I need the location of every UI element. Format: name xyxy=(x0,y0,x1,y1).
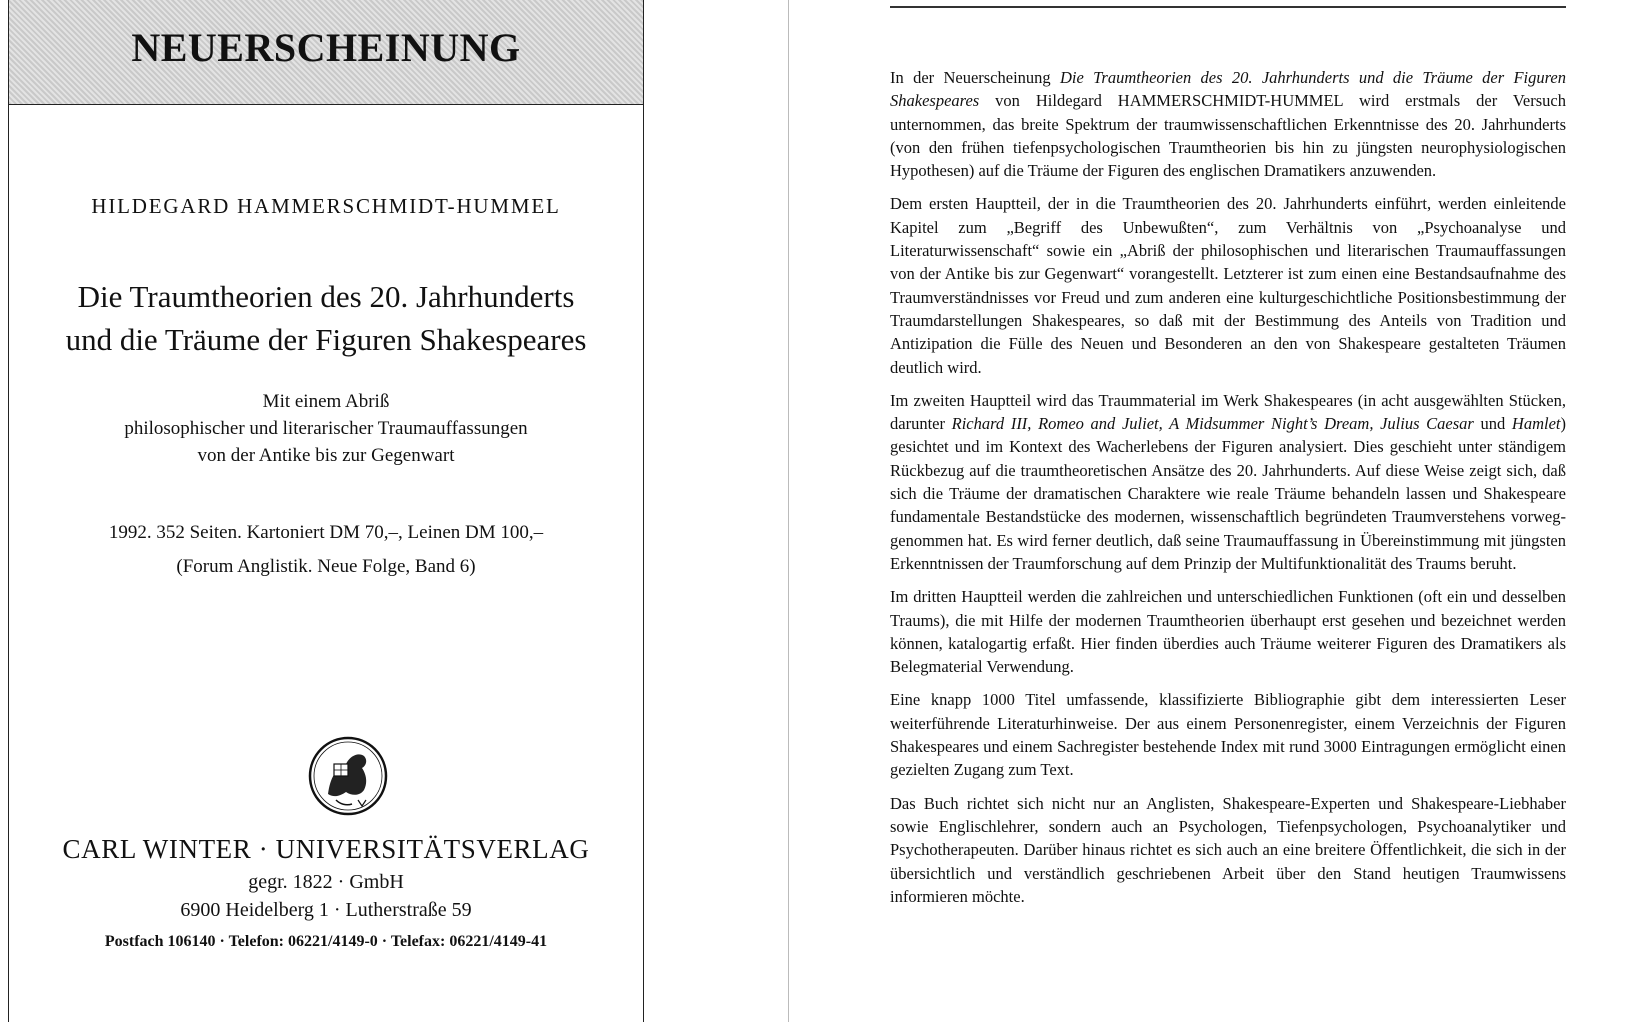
pricing-block xyxy=(9,516,643,584)
header-banner xyxy=(9,0,643,105)
description-paragraph xyxy=(890,192,1566,378)
italic-title-run: Hamlet xyxy=(1511,414,1561,434)
author-name: HILDEGARD HAMMERSCHMIDT-HUMMEL xyxy=(91,194,561,218)
banner-title: NEUERSCHEINUNG xyxy=(131,25,521,70)
text-run: Eine knapp 1000 Titel umfassende, klassifizierte Bibliographie gibt dem interessierten Leser weiterführende Literaturhinweise. Der aus einem Personenregister, einem Verzeichnis der Figuren Shakespeares und einem Sachregister bestehende Index mit rund 3000 Eintragungen ermöglicht einen gezielten Zugang zum Text. xyxy=(890,690,1566,780)
series-info: (Forum Anglistik. Neue Folge, Band 6) xyxy=(176,556,476,577)
publisher-address: 6900 Heidelberg 1 · Lutherstraße 59 xyxy=(180,899,472,921)
text-run: und xyxy=(1473,414,1512,434)
page-gutter xyxy=(788,0,789,1022)
book-subtitle xyxy=(9,388,643,469)
description-paragraph xyxy=(890,66,1566,182)
description-paragraph xyxy=(890,688,1566,781)
text-run: Im dritten Hauptteil werden die zahlreichen und unterschiedlichen Funktionen (oft ein und desselben Traums), die mit Hilfe der modernen Traumtheorien überhaupt erst gesehen und bezeichnet werden können, katalogartig erfaßt. Hier finden überdies auch Träume weiterer Figuren des Dramatikers als Belegmaterial Verwendung. xyxy=(890,587,1566,677)
italic-title-run: Die Traumtheorien des 20. Jahrhunderts und die Träume der Figuren Shakespeares xyxy=(890,68,1566,111)
description-text xyxy=(890,66,1566,908)
text-run: Dem ersten Hauptteil, der in die Traumtheorien des 20. Jahrhunderts einführt, werden einleitende Kapitel zum „Begriff des Unbewußten“, zum Verhältnis von „Psychoanalyse und Literaturwissenschaft“ sowie ein „Abriß der philosophischen und literarischen Traumauffassungen von der Antike bis zur Gegenwart“ vorangestellt. Letzterer ist zum einen eine Bestandsaufnahme des Traumverständnisses vor Freud und zum anderen eine kulturgeschichtliche Positionsbestimmung der Traumdarstellungen Shakespeares, so daß mit der Bestimmung des Anteils von Tradition und Antizipation die Fülle des Neuen und Besonderen an den von Shakespeare gestalteten Träumen deutlich wird. xyxy=(890,194,1566,377)
book-title-line: Die Traumtheorien des 20. Jahrhunderts xyxy=(77,279,575,314)
text-run: In der Neuerscheinung xyxy=(890,68,1060,87)
subtitle-line: philosophischer und literarischer Traumauffassungen xyxy=(124,418,528,439)
text-run: von Hildegard HAMMERSCHMIDT-HUMMEL wird erstmals der Versuch unternommen, das breite Spektrum der traumwissenschaftlichen Erkenntnisse des 20. Jahrhunderts (von den frühen tiefenpsychologischen Traumtheorien bis hin zu jüngsten neurophysiologischen Hypothesen) auf die Träume der Figuren des englischen Dramatikers anzuwenden. xyxy=(890,91,1566,181)
description-paragraph xyxy=(890,389,1566,575)
description-paragraph xyxy=(890,792,1566,908)
top-rule xyxy=(890,6,1566,8)
publisher-name: CARL WINTER · UNIVERSITÄTSVERLAG xyxy=(62,834,590,864)
text-run: Im zweiten Hauptteil wird das Traummaterial im Werk Shakespeares (in acht ausgewählten Stücken, darunter xyxy=(890,390,1566,434)
description-paragraph xyxy=(890,585,1566,678)
publisher-founded: gegr. 1822 · GmbH xyxy=(248,871,404,893)
subtitle-line: von der Antike bis zur Gegenwart xyxy=(197,445,455,466)
book-title-line: und die Träume der Figuren Shakespeares xyxy=(65,322,587,357)
pricing-info: 1992. 352 Seiten. Kartoniert DM 70,–, Leinen DM 100,– xyxy=(108,522,544,543)
text-run: Das Buch richtet sich nicht nur an Anglisten, Shakespeare-Experten und Shakespeare-Liebhaber sowie Englischlehrer, sondern auch an Psychologen, Tiefenpsychologen, Psychoanalytiker und Psychotherapeuten. Darüber hinaus richtet es sich auch an eine breitere Öffentlichkeit, die sich in der übersichtlich und verständlich geschriebenen Arbeit über den Stand heutigen Traumwissens informieren möchte. xyxy=(890,793,1566,906)
subtitle-line: Mit einem Abriß xyxy=(262,391,390,412)
italic-title-run: Richard III, Romeo and Juliet, A Midsummer Night’s Dream, Julius Caesar xyxy=(951,414,1474,434)
text-run: ) gesichtet und im Kontext des Wacherlebens der Figuren analysiert. Dies geschieht unter ständigem Rückbezug auf die traumtheoretischen Ansätze des 20. Jahrhunderts. Auf diese Weise zeigt sich, daß sich die Träume der dramatischen Charaktere wie reale Träume behandeln lassen und Shakespeare fundamentale Bestandstücke des modernen, wissenschaftlich begründeten Traumverstehens vorweggenommen hat. Es wird ferner deutlich, daß seine Traumauffassung in Übereinstimmung mit jüngsten Erkenntnissen der Traumforschung auf dem Prinzip der Multifunktionalität des Traums beruht. xyxy=(890,414,1566,573)
publisher-contact: Postfach 106140 · Telefon: 06221/4149-0 · Telefax: 06221/4149-41 xyxy=(104,933,548,950)
publisher-lion-emblem-icon xyxy=(306,734,390,818)
flyer-page xyxy=(8,0,644,1022)
book-title xyxy=(9,275,643,361)
